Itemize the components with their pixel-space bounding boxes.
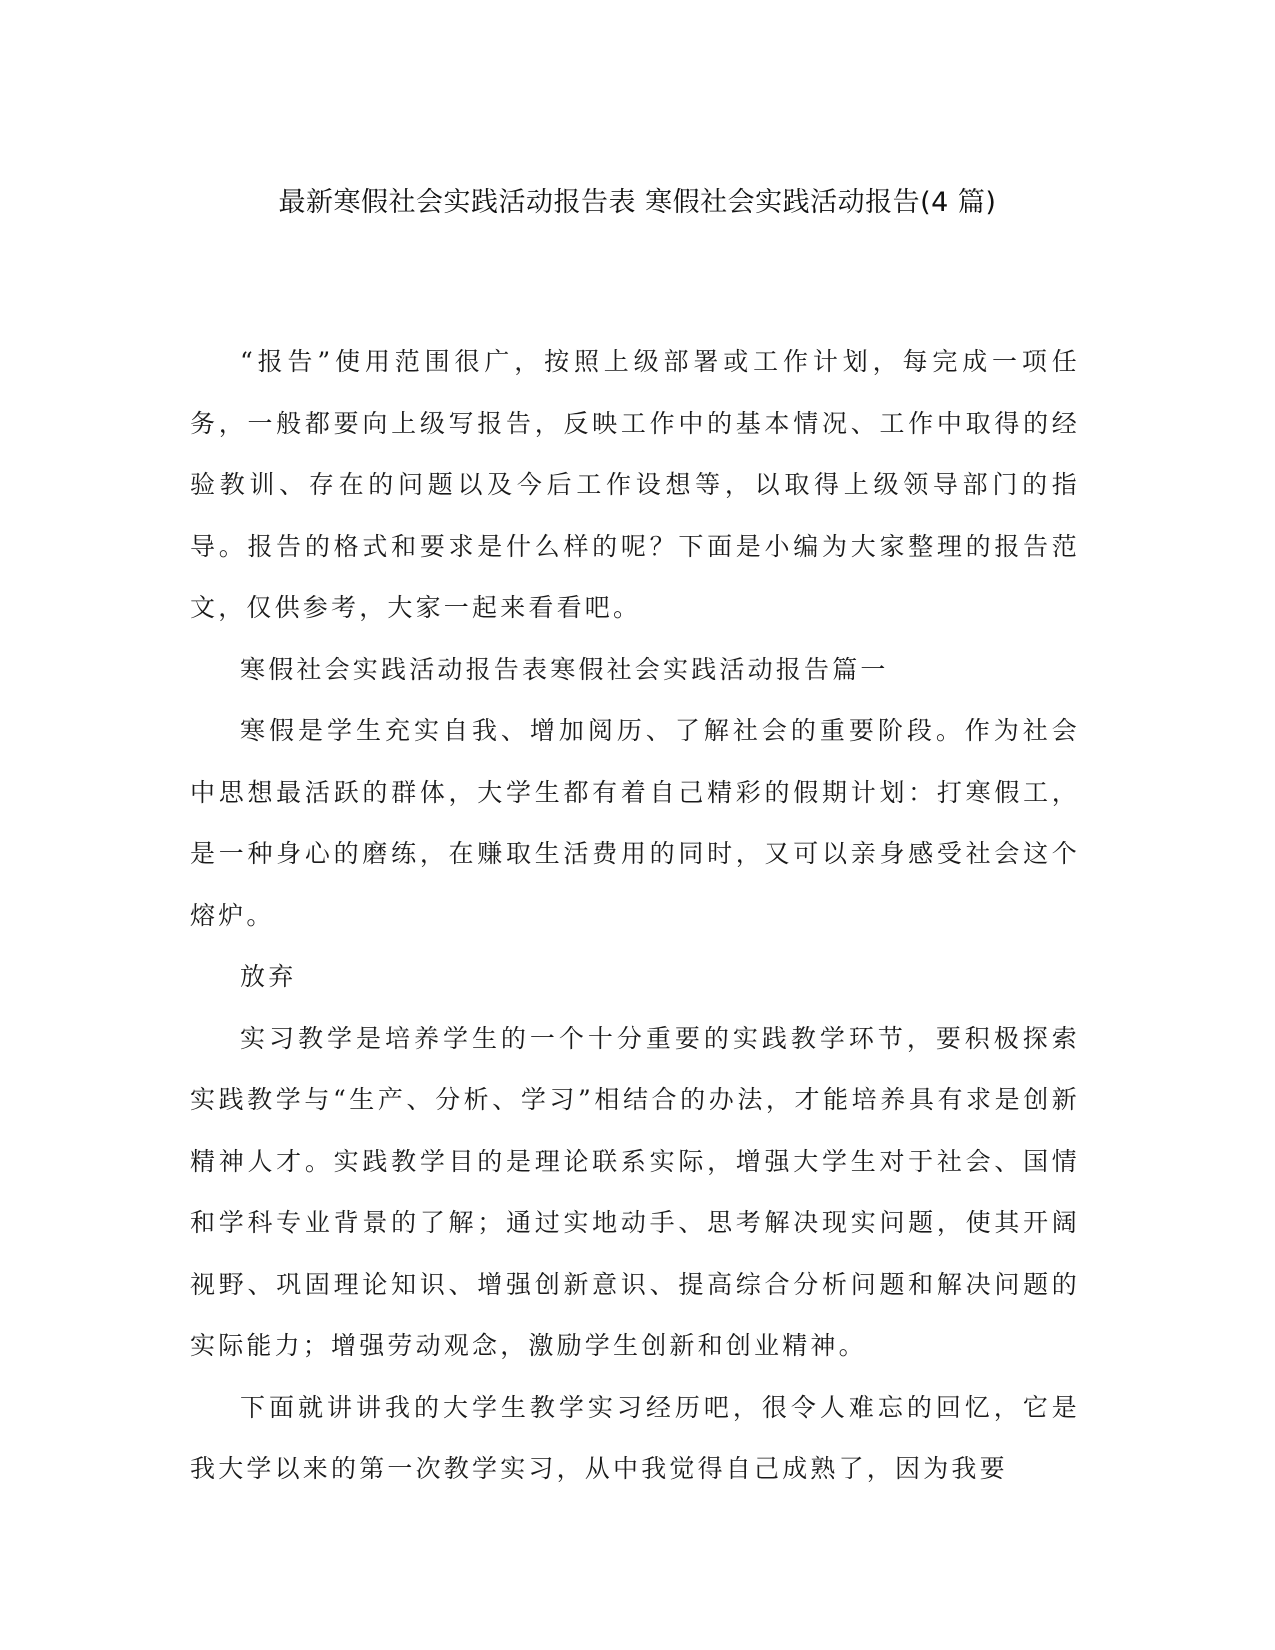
- document-body: [190, 331, 1080, 1500]
- paragraph-experience: 下面就讲讲我的大学生教学实习经历吧，很令人难忘的回忆，它是我大学以来的第一次教学实习，从中我觉得自己成熟了，因为我要: [190, 1392, 1080, 1483]
- paragraph-internship: 实习教学是培养学生的一个十分重要的实践教学环节，要积极探索实践教学与“生产、分析、学习”相结合的办法，才能培养具有求是创新精神人才。实践教学目的是理论联系实际，增强大学生对于社会、国情和学科专业背景的了解；通过实地动手、思考解决现实问题，使其开阔视野、巩固理论知识、增强创新意识、提高综合分析问题和解决问题的实际能力；增强劳动观念，激励学生创新和创业精神。: [190, 1023, 1080, 1360]
- paragraph-intro: “报告”使用范围很广，按照上级部署或工作计划，每完成一项任务，一般都要向上级写报告，反映工作中的基本情况、工作中取得的经验教训、存在的问题以及今后工作设想等，以取得上级领导部门的指导。报告的格式和要求是什么样的呢？下面是小编为大家整理的报告范文，仅供参考，大家一起来看看吧。: [190, 347, 1080, 622]
- paragraph-fangqi: 放弃: [240, 962, 297, 991]
- document-title: 最新寒假社会实践活动报告表 寒假社会实践活动报告(4 篇): [278, 187, 997, 218]
- paragraph-winter-break: 寒假是学生充实自我、增加阅历、了解社会的重要阶段。作为社会中思想最活跃的群体，大学生都有着自己精彩的假期计划：打寒假工，是一种身心的磨练，在赚取生活费用的同时，又可以亲身感受社会这个熔炉。: [190, 716, 1080, 930]
- section-heading: 寒假社会实践活动报告表寒假社会实践活动报告篇一: [240, 654, 889, 684]
